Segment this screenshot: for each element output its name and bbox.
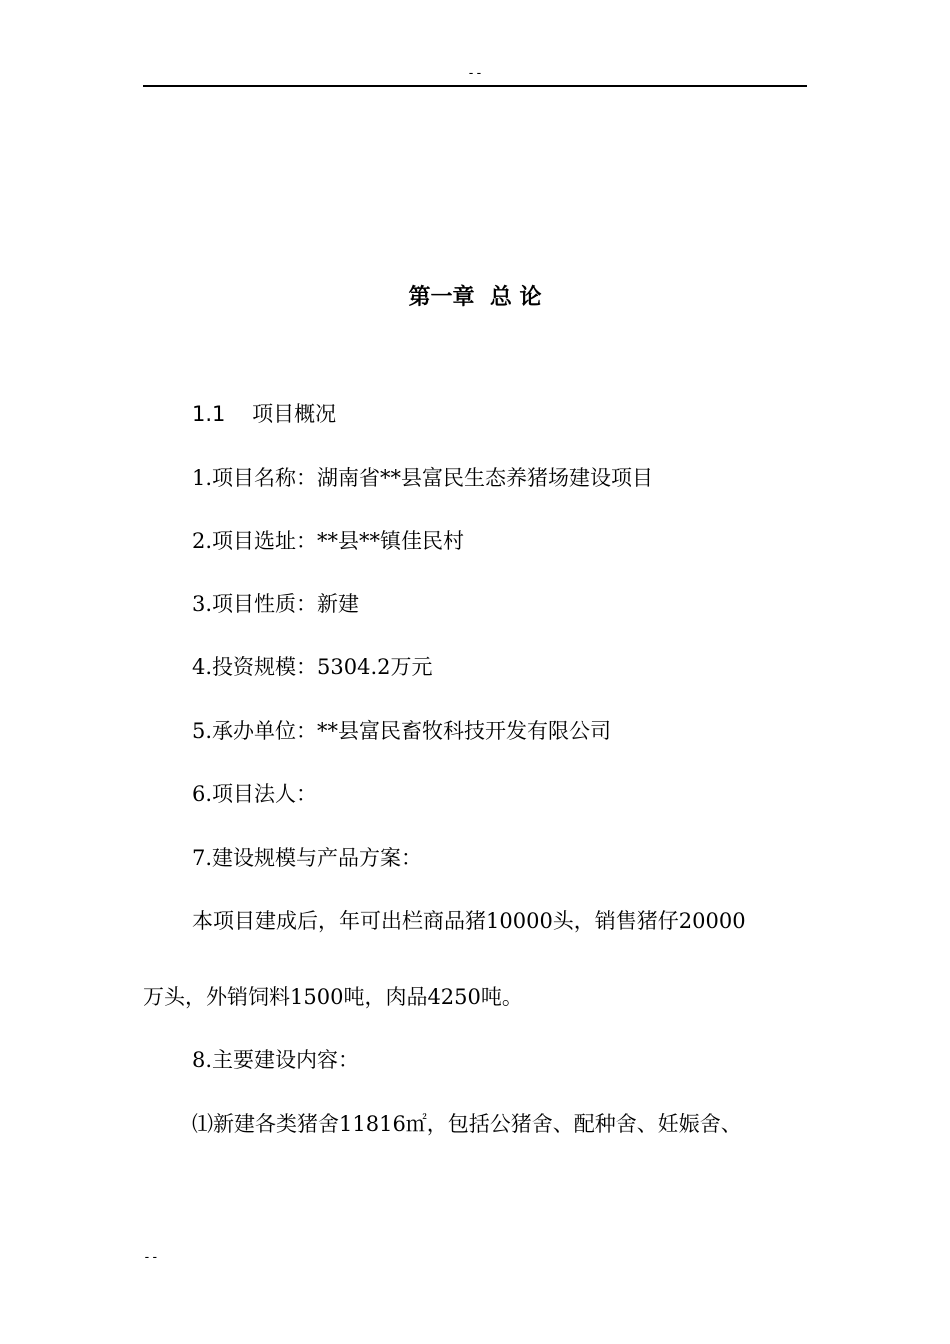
paragraph-line-2: 万头，外销饲料1500吨，肉品4250吨。 [143, 985, 523, 1009]
list-item-main-construction: 8.主要建设内容： [192, 1048, 360, 1072]
header-divider [143, 85, 807, 87]
section-heading: 1.1 项目概况 [192, 402, 337, 426]
paragraph-line-1: 本项目建成后，年可出栏商品猪10000头，销售猪仔20000 [192, 909, 746, 933]
list-item-project-nature: 3.项目性质：新建 [192, 592, 360, 616]
list-item-project-site: 2.项目选址：**县**镇佳民村 [192, 529, 465, 553]
list-item-investment-scale: 4.投资规模：5304.2万元 [192, 655, 433, 679]
list-item-project-name: 1.项目名称：湖南省**县富民生态养猪场建设项目 [192, 466, 654, 490]
chapter-title: 第一章 总 论 [408, 285, 542, 310]
list-item-legal-person: 6.项目法人： [192, 782, 318, 806]
list-item-construction-scale: 7.建设规模与产品方案： [192, 846, 423, 870]
page-header-mark: -- [467, 66, 483, 81]
list-item-undertaking-unit: 5.承办单位：**县富民畜牧科技开发有限公司 [192, 719, 612, 743]
page-footer-mark: -- [143, 1250, 159, 1265]
sub-item-pig-houses: ⑴新建各类猪舍11816㎡，包括公猪舍、配种舍、妊娠舍、 [192, 1112, 742, 1136]
